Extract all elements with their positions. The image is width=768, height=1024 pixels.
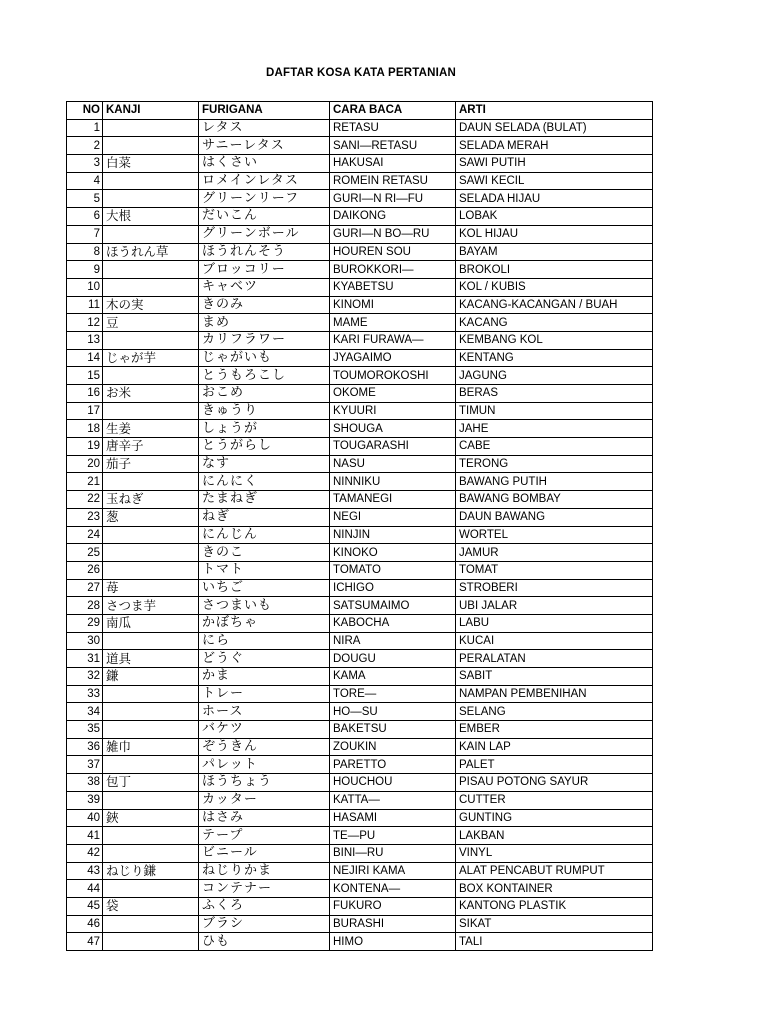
cell-cara-baca: NASU xyxy=(330,455,456,473)
cell-arti: GUNTING xyxy=(456,809,653,827)
cell-furigana: テープ xyxy=(199,827,330,845)
cell-no: 12 xyxy=(67,314,103,332)
cell-cara-baca: ROMEIN RETASU xyxy=(330,172,456,190)
cell-arti: TERONG xyxy=(456,455,653,473)
cell-furigana: きのこ xyxy=(199,544,330,562)
cell-furigana: レタス xyxy=(199,119,330,137)
cell-arti: NAMPAN PEMBENIHAN xyxy=(456,685,653,703)
cell-no: 33 xyxy=(67,685,103,703)
table-row xyxy=(67,897,653,915)
cell-arti: SELADA MERAH xyxy=(456,137,653,155)
cell-cara-baca: PARETTO xyxy=(330,756,456,774)
cell-arti: PERALATAN xyxy=(456,650,653,668)
cell-arti: JAHE xyxy=(456,420,653,438)
table-row xyxy=(67,420,653,438)
table-row xyxy=(67,331,653,349)
cell-furigana: にら xyxy=(199,632,330,650)
cell-kanji: じゃが芋 xyxy=(103,349,199,367)
cell-no: 1 xyxy=(67,119,103,137)
cell-kanji xyxy=(103,844,199,862)
cell-furigana: きゅうり xyxy=(199,402,330,420)
cell-cara-baca: HASAMI xyxy=(330,809,456,827)
cell-kanji xyxy=(103,933,199,951)
table-row xyxy=(67,137,653,155)
cell-no: 17 xyxy=(67,402,103,420)
header-kanji: KANJI xyxy=(103,102,199,120)
cell-no: 19 xyxy=(67,438,103,456)
cell-no: 10 xyxy=(67,278,103,296)
cell-arti: WORTEL xyxy=(456,526,653,544)
cell-no: 4 xyxy=(67,172,103,190)
cell-kanji xyxy=(103,827,199,845)
cell-furigana: バケツ xyxy=(199,721,330,739)
cell-arti: BAWANG PUTIH xyxy=(456,473,653,491)
cell-cara-baca: KONTENA— xyxy=(330,880,456,898)
table-row xyxy=(67,597,653,615)
table-row xyxy=(67,614,653,632)
cell-kanji: お米 xyxy=(103,385,199,403)
cell-no: 28 xyxy=(67,597,103,615)
cell-kanji: 豆 xyxy=(103,314,199,332)
cell-arti: TIMUN xyxy=(456,402,653,420)
cell-arti: DAUN SELADA (BULAT) xyxy=(456,119,653,137)
cell-no: 22 xyxy=(67,491,103,509)
cell-no: 47 xyxy=(67,933,103,951)
cell-cara-baca: TOMATO xyxy=(330,561,456,579)
table-row xyxy=(67,172,653,190)
table-row xyxy=(67,385,653,403)
cell-arti: KENTANG xyxy=(456,349,653,367)
cell-cara-baca: KATTA— xyxy=(330,791,456,809)
cell-arti: STROBERI xyxy=(456,579,653,597)
cell-arti: UBI JALAR xyxy=(456,597,653,615)
cell-furigana: グリーンリーフ xyxy=(199,190,330,208)
cell-furigana: ほうれんそう xyxy=(199,243,330,261)
cell-cara-baca: HO—SU xyxy=(330,703,456,721)
cell-furigana: いちご xyxy=(199,579,330,597)
cell-no: 36 xyxy=(67,738,103,756)
cell-no: 45 xyxy=(67,897,103,915)
cell-furigana: ねじりかま xyxy=(199,862,330,880)
cell-no: 38 xyxy=(67,774,103,792)
cell-cara-baca: MAME xyxy=(330,314,456,332)
cell-arti: DAUN BAWANG xyxy=(456,508,653,526)
cell-furigana: キャベツ xyxy=(199,278,330,296)
vocabulary-table xyxy=(66,101,653,951)
cell-no: 23 xyxy=(67,508,103,526)
cell-kanji xyxy=(103,137,199,155)
cell-kanji: 唐辛子 xyxy=(103,438,199,456)
cell-kanji xyxy=(103,331,199,349)
cell-kanji xyxy=(103,473,199,491)
document-title: DAFTAR KOSA KATA PERTANIAN xyxy=(265,67,457,79)
cell-cara-baca: NIRA xyxy=(330,632,456,650)
table-row xyxy=(67,791,653,809)
table-row xyxy=(67,650,653,668)
cell-arti: PISAU POTONG SAYUR xyxy=(456,774,653,792)
cell-kanji xyxy=(103,915,199,933)
cell-kanji: 茄子 xyxy=(103,455,199,473)
cell-cara-baca: KINOKO xyxy=(330,544,456,562)
cell-furigana: ビニール xyxy=(199,844,330,862)
cell-cara-baca: TOUMOROKOSHI xyxy=(330,367,456,385)
cell-cara-baca: HAKUSAI xyxy=(330,155,456,173)
cell-no: 44 xyxy=(67,880,103,898)
cell-no: 13 xyxy=(67,331,103,349)
cell-no: 37 xyxy=(67,756,103,774)
cell-arti: KACANG xyxy=(456,314,653,332)
cell-no: 26 xyxy=(67,561,103,579)
table-row xyxy=(67,738,653,756)
cell-kanji: 袋 xyxy=(103,897,199,915)
cell-kanji: 葱 xyxy=(103,508,199,526)
cell-no: 6 xyxy=(67,208,103,226)
cell-no: 31 xyxy=(67,650,103,668)
cell-no: 21 xyxy=(67,473,103,491)
cell-arti: KOL HIJAU xyxy=(456,225,653,243)
cell-cara-baca: HOUREN SOU xyxy=(330,243,456,261)
cell-arti: SAWI KECIL xyxy=(456,172,653,190)
cell-cara-baca: BURASHI xyxy=(330,915,456,933)
cell-no: 9 xyxy=(67,261,103,279)
cell-furigana: まめ xyxy=(199,314,330,332)
cell-no: 42 xyxy=(67,844,103,862)
cell-no: 41 xyxy=(67,827,103,845)
cell-no: 25 xyxy=(67,544,103,562)
cell-cara-baca: OKOME xyxy=(330,385,456,403)
table-row xyxy=(67,208,653,226)
cell-kanji xyxy=(103,261,199,279)
cell-kanji xyxy=(103,119,199,137)
cell-no: 35 xyxy=(67,721,103,739)
cell-kanji xyxy=(103,526,199,544)
table-row xyxy=(67,827,653,845)
cell-no: 27 xyxy=(67,579,103,597)
cell-furigana: トマト xyxy=(199,561,330,579)
cell-kanji xyxy=(103,561,199,579)
cell-kanji: 大根 xyxy=(103,208,199,226)
cell-furigana: グリーンボール xyxy=(199,225,330,243)
cell-cara-baca: BUROKKORI— xyxy=(330,261,456,279)
cell-kanji xyxy=(103,756,199,774)
cell-furigana: にんにく xyxy=(199,473,330,491)
cell-arti: SELADA HIJAU xyxy=(456,190,653,208)
cell-furigana: かぼちゃ xyxy=(199,614,330,632)
cell-cara-baca: KINOMI xyxy=(330,296,456,314)
cell-cara-baca: FUKURO xyxy=(330,897,456,915)
cell-cara-baca: TORE— xyxy=(330,685,456,703)
table-row xyxy=(67,155,653,173)
cell-cara-baca: JYAGAIMO xyxy=(330,349,456,367)
cell-no: 7 xyxy=(67,225,103,243)
table-row xyxy=(67,296,653,314)
cell-cara-baca: KABOCHA xyxy=(330,614,456,632)
cell-arti: JAGUNG xyxy=(456,367,653,385)
cell-furigana: はさみ xyxy=(199,809,330,827)
cell-kanji xyxy=(103,402,199,420)
cell-no: 32 xyxy=(67,668,103,686)
cell-no: 15 xyxy=(67,367,103,385)
cell-cara-baca: BAKETSU xyxy=(330,721,456,739)
cell-furigana: カリフラワー xyxy=(199,331,330,349)
cell-kanji: 苺 xyxy=(103,579,199,597)
cell-cara-baca: HOUCHOU xyxy=(330,774,456,792)
cell-arti: SAWI PUTIH xyxy=(456,155,653,173)
cell-arti: KEMBANG KOL xyxy=(456,331,653,349)
table-row xyxy=(67,579,653,597)
cell-kanji: 木の実 xyxy=(103,296,199,314)
table-row xyxy=(67,455,653,473)
cell-cara-baca: NINJIN xyxy=(330,526,456,544)
cell-furigana: ホース xyxy=(199,703,330,721)
cell-cara-baca: KAMA xyxy=(330,668,456,686)
table-row xyxy=(67,119,653,137)
cell-kanji xyxy=(103,225,199,243)
cell-furigana: しょうが xyxy=(199,420,330,438)
cell-furigana: はくさい xyxy=(199,155,330,173)
cell-no: 34 xyxy=(67,703,103,721)
cell-furigana: きのみ xyxy=(199,296,330,314)
table-row xyxy=(67,473,653,491)
cell-furigana: トレー xyxy=(199,685,330,703)
table-row xyxy=(67,703,653,721)
cell-kanji xyxy=(103,190,199,208)
cell-furigana: サニーレタス xyxy=(199,137,330,155)
cell-cara-baca: SHOUGA xyxy=(330,420,456,438)
cell-cara-baca: RETASU xyxy=(330,119,456,137)
cell-furigana: ひも xyxy=(199,933,330,951)
table-row xyxy=(67,933,653,951)
table-row xyxy=(67,190,653,208)
cell-cara-baca: NEGI xyxy=(330,508,456,526)
table-row xyxy=(67,544,653,562)
table-row xyxy=(67,668,653,686)
table-row xyxy=(67,508,653,526)
cell-kanji: 雑巾 xyxy=(103,738,199,756)
cell-arti: EMBER xyxy=(456,721,653,739)
table-row xyxy=(67,314,653,332)
header-no: NO xyxy=(67,102,103,120)
cell-no: 14 xyxy=(67,349,103,367)
cell-kanji: 鋏 xyxy=(103,809,199,827)
cell-arti: CUTTER xyxy=(456,791,653,809)
cell-arti: KAIN LAP xyxy=(456,738,653,756)
cell-cara-baca: KYUURI xyxy=(330,402,456,420)
cell-kanji xyxy=(103,632,199,650)
cell-arti: LOBAK xyxy=(456,208,653,226)
cell-furigana: ロメインレタス xyxy=(199,172,330,190)
cell-kanji xyxy=(103,367,199,385)
table-row xyxy=(67,756,653,774)
cell-furigana: さつまいも xyxy=(199,597,330,615)
cell-furigana: だいこん xyxy=(199,208,330,226)
cell-cara-baca: NEJIRI KAMA xyxy=(330,862,456,880)
table-row xyxy=(67,438,653,456)
table-row xyxy=(67,632,653,650)
cell-kanji: 白菜 xyxy=(103,155,199,173)
cell-furigana: にんじん xyxy=(199,526,330,544)
cell-kanji: さつま芋 xyxy=(103,597,199,615)
cell-cara-baca: DOUGU xyxy=(330,650,456,668)
cell-arti: TOMAT xyxy=(456,561,653,579)
cell-cara-baca: TAMANEGI xyxy=(330,491,456,509)
cell-arti: BAYAM xyxy=(456,243,653,261)
cell-no: 8 xyxy=(67,243,103,261)
cell-furigana: コンテナー xyxy=(199,880,330,898)
cell-arti: SELANG xyxy=(456,703,653,721)
cell-arti: SIKAT xyxy=(456,915,653,933)
cell-furigana: ブラシ xyxy=(199,915,330,933)
table-body xyxy=(67,119,653,950)
cell-kanji xyxy=(103,278,199,296)
cell-cara-baca: SANI—RETASU xyxy=(330,137,456,155)
cell-arti: JAMUR xyxy=(456,544,653,562)
table-row xyxy=(67,243,653,261)
cell-no: 24 xyxy=(67,526,103,544)
cell-cara-baca: KARI FURAWA— xyxy=(330,331,456,349)
table-header-row xyxy=(67,102,653,120)
cell-furigana: どうぐ xyxy=(199,650,330,668)
cell-no: 43 xyxy=(67,862,103,880)
table-row xyxy=(67,880,653,898)
table-row xyxy=(67,685,653,703)
table-row xyxy=(67,349,653,367)
cell-no: 39 xyxy=(67,791,103,809)
cell-kanji: ねじり鎌 xyxy=(103,862,199,880)
cell-furigana: ふくろ xyxy=(199,897,330,915)
cell-kanji xyxy=(103,544,199,562)
cell-no: 20 xyxy=(67,455,103,473)
cell-arti: TALI xyxy=(456,933,653,951)
cell-kanji xyxy=(103,721,199,739)
cell-cara-baca: NINNIKU xyxy=(330,473,456,491)
cell-kanji xyxy=(103,880,199,898)
cell-arti: BOX KONTAINER xyxy=(456,880,653,898)
cell-kanji: 道具 xyxy=(103,650,199,668)
cell-arti: PALET xyxy=(456,756,653,774)
cell-no: 5 xyxy=(67,190,103,208)
cell-furigana: ブロッコリー xyxy=(199,261,330,279)
cell-kanji xyxy=(103,791,199,809)
cell-furigana: おこめ xyxy=(199,385,330,403)
table-row xyxy=(67,402,653,420)
cell-kanji: ほうれん草 xyxy=(103,243,199,261)
cell-kanji: 鎌 xyxy=(103,668,199,686)
cell-cara-baca: ZOUKIN xyxy=(330,738,456,756)
table-row xyxy=(67,844,653,862)
table-row xyxy=(67,774,653,792)
cell-kanji: 包丁 xyxy=(103,774,199,792)
cell-furigana: なす xyxy=(199,455,330,473)
table-row xyxy=(67,261,653,279)
cell-cara-baca: ICHIGO xyxy=(330,579,456,597)
cell-arti: BAWANG BOMBAY xyxy=(456,491,653,509)
table-row xyxy=(67,809,653,827)
cell-kanji xyxy=(103,703,199,721)
table-row xyxy=(67,225,653,243)
table-row xyxy=(67,367,653,385)
cell-arti: BROKOLI xyxy=(456,261,653,279)
table-row xyxy=(67,491,653,509)
cell-arti: VINYL xyxy=(456,844,653,862)
cell-furigana: じゃがいも xyxy=(199,349,330,367)
table-row xyxy=(67,526,653,544)
cell-cara-baca: BINI—RU xyxy=(330,844,456,862)
header-arti: ARTI xyxy=(456,102,653,120)
cell-kanji xyxy=(103,685,199,703)
cell-cara-baca: TE—PU xyxy=(330,827,456,845)
cell-no: 3 xyxy=(67,155,103,173)
cell-kanji xyxy=(103,172,199,190)
cell-furigana: パレット xyxy=(199,756,330,774)
cell-no: 16 xyxy=(67,385,103,403)
cell-no: 11 xyxy=(67,296,103,314)
cell-cara-baca: HIMO xyxy=(330,933,456,951)
cell-kanji: 生姜 xyxy=(103,420,199,438)
cell-furigana: たまねぎ xyxy=(199,491,330,509)
cell-arti: KACANG-KACANGAN / BUAH xyxy=(456,296,653,314)
cell-furigana: ほうちょう xyxy=(199,774,330,792)
cell-kanji: 玉ねぎ xyxy=(103,491,199,509)
table-row xyxy=(67,278,653,296)
table-row xyxy=(67,561,653,579)
cell-cara-baca: GURI—N BO—RU xyxy=(330,225,456,243)
cell-no: 2 xyxy=(67,137,103,155)
cell-arti: KANTONG PLASTIK xyxy=(456,897,653,915)
cell-no: 40 xyxy=(67,809,103,827)
cell-arti: CABE xyxy=(456,438,653,456)
cell-furigana: ぞうきん xyxy=(199,738,330,756)
cell-cara-baca: TOUGARASHI xyxy=(330,438,456,456)
cell-cara-baca: KYABETSU xyxy=(330,278,456,296)
cell-arti: LAKBAN xyxy=(456,827,653,845)
cell-furigana: カッター xyxy=(199,791,330,809)
cell-cara-baca: DAIKONG xyxy=(330,208,456,226)
cell-no: 46 xyxy=(67,915,103,933)
cell-cara-baca: SATSUMAIMO xyxy=(330,597,456,615)
cell-no: 18 xyxy=(67,420,103,438)
table-row xyxy=(67,915,653,933)
cell-furigana: とうがらし xyxy=(199,438,330,456)
cell-furigana: とうもろこし xyxy=(199,367,330,385)
cell-arti: ALAT PENCABUT RUMPUT xyxy=(456,862,653,880)
header-furigana: FURIGANA xyxy=(199,102,330,120)
cell-furigana: ねぎ xyxy=(199,508,330,526)
cell-arti: SABIT xyxy=(456,668,653,686)
cell-kanji: 南瓜 xyxy=(103,614,199,632)
header-cara-baca: CARA BACA xyxy=(330,102,456,120)
table-row xyxy=(67,862,653,880)
cell-arti: LABU xyxy=(456,614,653,632)
cell-furigana: かま xyxy=(199,668,330,686)
cell-no: 30 xyxy=(67,632,103,650)
table-row xyxy=(67,721,653,739)
cell-arti: KUCAI xyxy=(456,632,653,650)
cell-arti: BERAS xyxy=(456,385,653,403)
cell-arti: KOL / KUBIS xyxy=(456,278,653,296)
cell-no: 29 xyxy=(67,614,103,632)
cell-cara-baca: GURI—N RI—FU xyxy=(330,190,456,208)
